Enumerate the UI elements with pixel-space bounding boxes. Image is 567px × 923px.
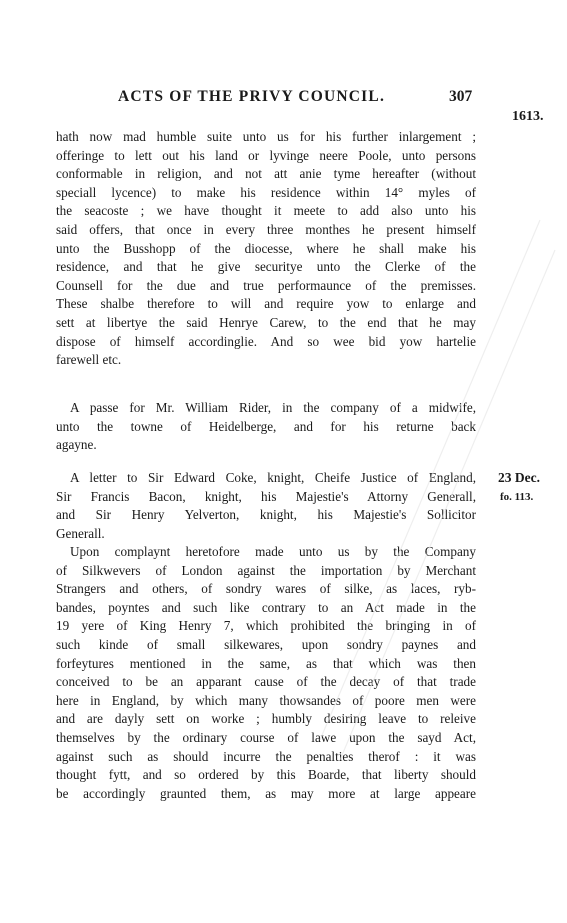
text-line: against such as should incurre the penalties therof : it was: [56, 748, 476, 764]
text-line: dispose of himself accordinglie. And so wee bid yow hartelie: [56, 333, 476, 349]
paragraph-letter-heading: [56, 469, 476, 543]
paragraph-silkwevers: [56, 543, 476, 803]
text-line: A letter to Sir Edward Coke, knight, Cheife Justice of England,: [70, 470, 476, 485]
text-line: unto the Busshopp of the diocesse, where he shall make his: [56, 240, 476, 256]
text-line: the seacoste ; we have thought it meete to add also unto his: [56, 203, 476, 219]
text-line: here in England, by which many thowsandes of poore men were: [56, 692, 476, 708]
text-line: speciall lycence) to make his residence within 14° myles of: [56, 184, 476, 200]
running-title: ACTS OF THE PRIVY COUNCIL.: [118, 88, 386, 105]
margin-date: 23 Dec.: [498, 470, 540, 485]
text-line: Counsell for the due and true performaunce of the premisses.: [56, 277, 476, 293]
text-line: and are dayly sett on worke ; humbly desiring leave to releive: [56, 711, 476, 727]
text-line: A passe for Mr. William Rider, in the company of a midwife,: [70, 400, 476, 415]
text-line: and Sir Henry Yelverton, knight, his Majestie's Sollicitor: [56, 507, 476, 523]
text-line: hath now mad humble suite unto us for his further inlargement ;: [56, 129, 476, 144]
text-line: 19 yere of King Henry 7, which prohibited the bringing in of: [56, 618, 476, 634]
text-line: bandes, poyntes and such like contrary to an Act made in the: [56, 599, 476, 615]
paragraph-release-order: [56, 128, 476, 370]
text-line: themselves by the ordinary course of lawe upon the sayd Act,: [56, 729, 476, 745]
text-line: forfeytures mentioned in the same, as that which was then: [56, 655, 476, 671]
margin-folio: fo. 113.: [500, 491, 534, 503]
text-line: Strangers and others, of sondry wares of silke, as laces, ryb-: [56, 581, 476, 597]
text-line: offeringe to lett out his land or lyvinge neere Poole, unto persons: [56, 147, 476, 163]
text-line: conceived to be an apparant cause of the decay of that trade: [56, 674, 476, 690]
page-number: 307: [449, 88, 473, 105]
text-line: conformable in religion, and not att anie tyme hereafter (without: [56, 166, 476, 182]
text-line: Upon complaynt heretofore made unto us by the Company: [70, 544, 476, 559]
text-line: thought fytt, and so ordered by this Boarde, that liberty should: [56, 767, 476, 783]
text-line: agayne.: [56, 437, 97, 453]
text-line: residence, and that he give securitye unto the Clerke of the: [56, 259, 476, 275]
text-line: be accordingly graunted them, as may more at large appeare: [56, 785, 476, 801]
text-line: sett at libertye the said Henrye Carew, to the end that he may: [56, 314, 476, 330]
paragraph-passe: [56, 399, 476, 455]
text-line: of Silkwevers of London against the importation by Merchant: [56, 562, 476, 578]
text-line: These shalbe therefore to will and require yow to enlarge and: [56, 296, 476, 312]
text-line: Sir Francis Bacon, knight, his Majestie's Attorny Generall,: [56, 488, 476, 504]
text-line: such kinde of small silkewares, upon sondry paynes and: [56, 636, 476, 652]
text-line: farewell etc.: [56, 352, 122, 368]
margin-year: 1613.: [512, 109, 544, 124]
text-line: said offers, that once in every three monthes he present himself: [56, 221, 476, 237]
text-line: unto the towne of Heidelberge, and for his returne back: [56, 418, 476, 434]
text-line: Generall.: [56, 525, 105, 541]
